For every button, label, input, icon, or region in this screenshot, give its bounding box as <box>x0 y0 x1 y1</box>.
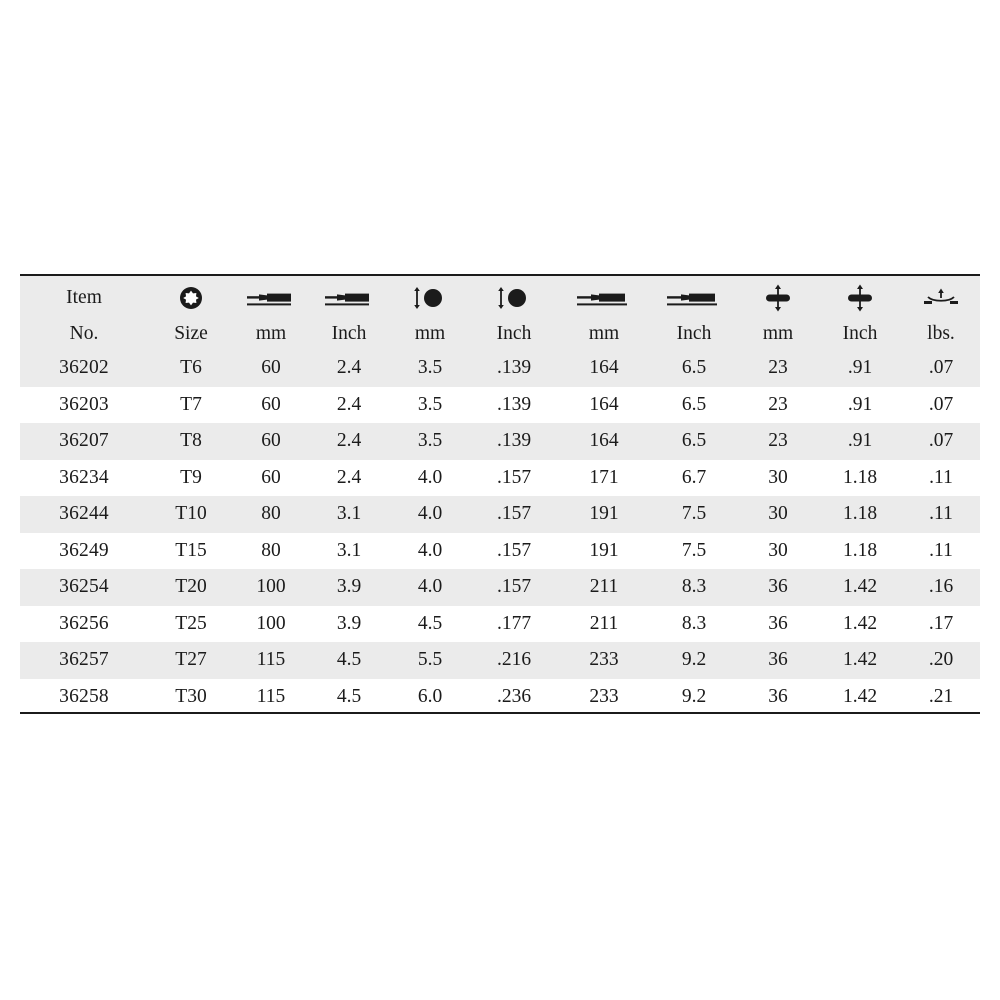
cell-overall-length-inch: 6.5 <box>650 423 738 460</box>
cell-overall-length-inch: 6.7 <box>681 466 707 488</box>
cell-overall-length-mm: 233 <box>589 685 619 707</box>
cell-blade-diameter-mm: 5.5 <box>390 642 470 679</box>
header-icon-cell-blade-diameter-mm <box>390 276 470 318</box>
header-unit-blade-diameter-inch: Inch <box>470 318 558 350</box>
cell-handle-diameter-inch: 1.42 <box>842 612 878 634</box>
header-icon-cell-size <box>148 276 234 318</box>
cell-blade-diameter-mm: 3.5 <box>390 350 470 387</box>
cell-blade-length-inch: 2.4 <box>336 466 362 488</box>
cell-overall-length-inch: 9.2 <box>650 642 738 679</box>
cell-handle-diameter-inch: 1.18 <box>842 539 878 561</box>
table-row <box>20 460 980 497</box>
cell-overall-length-mm: 211 <box>589 612 619 634</box>
header-item-label: Item <box>20 276 148 318</box>
cell-blade-length-mm: 60 <box>234 350 308 387</box>
cell-size: T9 <box>180 466 202 488</box>
cell-item-no: 36203 <box>59 393 109 415</box>
cell-item-no: 36234 <box>59 466 109 488</box>
cell-blade-diameter-mm: 4.0 <box>390 569 470 606</box>
cell-blade-length-inch: 3.1 <box>336 539 362 561</box>
header-unit-blade-diameter-mm: mm <box>390 318 470 350</box>
cell-handle-diameter-inch: 1.42 <box>818 569 902 606</box>
cell-handle-diameter-inch: 1.42 <box>818 642 902 679</box>
header-icon-row <box>20 276 980 318</box>
cell-overall-length-mm: 211 <box>558 569 650 606</box>
cell-blade-length-inch: 3.9 <box>308 569 390 606</box>
cell-weight-lbs: .21 <box>928 685 954 707</box>
cell-size: T7 <box>180 393 202 415</box>
cell-blade-length-mm: 115 <box>256 685 286 707</box>
cell-handle-diameter-mm: 36 <box>768 685 788 707</box>
cell-weight-lbs: .07 <box>902 423 980 460</box>
cell-size: T25 <box>175 612 207 634</box>
table-row <box>20 423 980 460</box>
header-unit-size: Size <box>148 318 234 350</box>
header-unit-blade-length-mm: mm <box>234 318 308 350</box>
header-unit-overall-length-inch: Inch <box>650 318 738 350</box>
table-row <box>20 642 980 679</box>
table-row <box>20 679 980 716</box>
blade-length-icon <box>308 279 390 317</box>
header-icon-cell-blade-diameter-inch <box>470 276 558 318</box>
cell-handle-diameter-mm: 36 <box>768 612 788 634</box>
cell-blade-diameter-inch: .177 <box>496 612 532 634</box>
cell-overall-length-mm: 164 <box>558 423 650 460</box>
cell-weight-lbs: .07 <box>902 350 980 387</box>
table-row <box>20 350 980 387</box>
cell-size: T27 <box>148 642 234 679</box>
cell-blade-diameter-inch: .139 <box>470 423 558 460</box>
weight-scale-icon <box>902 279 980 317</box>
header-unit-blade-length-inch: Inch <box>308 318 390 350</box>
header-unit-handle-diameter-inch: Inch <box>818 318 902 350</box>
cell-blade-diameter-inch: .216 <box>470 642 558 679</box>
cell-overall-length-inch: 6.5 <box>681 393 707 415</box>
header-unit-weight: lbs. <box>902 318 980 350</box>
cell-blade-length-inch: 4.5 <box>308 642 390 679</box>
cell-overall-length-inch: 8.3 <box>681 612 707 634</box>
header-icon-cell-weight <box>902 276 980 318</box>
header-icon-cell-overall-length-inch <box>650 276 738 318</box>
cell-blade-length-mm: 60 <box>234 423 308 460</box>
cell-item-no: 36254 <box>20 569 148 606</box>
cell-blade-diameter-mm: 6.0 <box>417 685 443 707</box>
cell-handle-diameter-mm: 30 <box>738 496 818 533</box>
cell-handle-diameter-mm: 23 <box>738 350 818 387</box>
cell-blade-length-mm: 80 <box>261 539 281 561</box>
header-unit-handle-diameter-mm: mm <box>738 318 818 350</box>
cell-item-no: 36244 <box>20 496 148 533</box>
header-icon-cell-overall-length-mm <box>558 276 650 318</box>
blade-length-icon <box>234 279 308 317</box>
cell-handle-diameter-inch: 1.18 <box>818 496 902 533</box>
cell-size: T30 <box>175 685 207 707</box>
cell-blade-length-inch: 2.4 <box>308 423 390 460</box>
cell-blade-length-inch: 3.9 <box>336 612 362 634</box>
cell-item-no: 36249 <box>59 539 109 561</box>
cell-blade-diameter-inch: .139 <box>496 393 532 415</box>
cell-overall-length-inch: 6.5 <box>650 350 738 387</box>
cell-blade-length-mm: 60 <box>261 393 281 415</box>
cell-overall-length-inch: 8.3 <box>650 569 738 606</box>
overall-length-icon <box>558 279 650 317</box>
cell-item-no: 36258 <box>59 685 109 707</box>
cell-handle-diameter-inch: 1.18 <box>842 466 878 488</box>
blade-diameter-icon <box>390 279 470 317</box>
torx-star-icon <box>148 279 234 317</box>
cell-overall-length-inch: 9.2 <box>681 685 707 707</box>
cell-size: T6 <box>148 350 234 387</box>
cell-blade-diameter-mm: 3.5 <box>417 393 443 415</box>
cell-overall-length-mm: 164 <box>558 350 650 387</box>
cell-handle-diameter-mm: 30 <box>768 466 788 488</box>
cell-handle-diameter-mm: 23 <box>768 393 788 415</box>
cell-handle-diameter-mm: 30 <box>768 539 788 561</box>
table-row <box>20 569 980 606</box>
cell-overall-length-mm: 191 <box>589 539 619 561</box>
cell-item-no: 36207 <box>20 423 148 460</box>
cell-handle-diameter-inch: .91 <box>847 393 873 415</box>
cell-handle-diameter-inch: 1.42 <box>842 685 878 707</box>
header-item-no-label: No. <box>20 318 148 350</box>
cell-blade-diameter-mm: 4.0 <box>417 466 443 488</box>
cell-blade-diameter-mm: 3.5 <box>390 423 470 460</box>
cell-size: T20 <box>148 569 234 606</box>
table-row <box>20 606 980 643</box>
cell-weight-lbs: .07 <box>928 393 954 415</box>
cell-blade-diameter-mm: 4.0 <box>417 539 443 561</box>
specification-table <box>20 276 980 715</box>
cell-item-no: 36202 <box>20 350 148 387</box>
cell-size: T8 <box>148 423 234 460</box>
cell-size: T15 <box>175 539 207 561</box>
cell-blade-length-mm: 80 <box>234 496 308 533</box>
header-icon-cell-blade-length-mm <box>234 276 308 318</box>
cell-blade-length-mm: 60 <box>261 466 281 488</box>
table-bottom-rule <box>20 712 980 714</box>
cell-weight-lbs: .20 <box>902 642 980 679</box>
cell-overall-length-inch: 7.5 <box>650 496 738 533</box>
cell-item-no: 36256 <box>59 612 109 634</box>
cell-blade-length-inch: 4.5 <box>336 685 362 707</box>
header-icon-cell-handle-diameter-inch <box>818 276 902 318</box>
cell-handle-diameter-mm: 36 <box>738 642 818 679</box>
table-row <box>20 533 980 570</box>
cell-weight-lbs: .16 <box>902 569 980 606</box>
cell-blade-length-inch: 3.1 <box>308 496 390 533</box>
cell-overall-length-mm: 171 <box>589 466 619 488</box>
overall-length-icon <box>650 279 738 317</box>
table-row <box>20 387 980 424</box>
cell-overall-length-mm: 233 <box>558 642 650 679</box>
cell-weight-lbs: .11 <box>902 496 980 533</box>
cell-overall-length-inch: 7.5 <box>681 539 707 561</box>
cell-weight-lbs: .11 <box>929 466 953 488</box>
header-icon-cell-blade-length-inch <box>308 276 390 318</box>
blade-diameter-icon <box>470 279 558 317</box>
specification-table-container <box>20 276 980 715</box>
cell-blade-length-inch: 2.4 <box>336 393 362 415</box>
table-row <box>20 496 980 533</box>
header-unit-overall-length-mm: mm <box>558 318 650 350</box>
cell-blade-diameter-mm: 4.5 <box>417 612 443 634</box>
cell-weight-lbs: .17 <box>928 612 954 634</box>
cell-handle-diameter-inch: .91 <box>818 423 902 460</box>
cell-handle-diameter-inch: .91 <box>818 350 902 387</box>
header-icon-cell-handle-diameter-mm <box>738 276 818 318</box>
cell-overall-length-mm: 164 <box>589 393 619 415</box>
cell-blade-diameter-inch: .236 <box>496 685 532 707</box>
handle-diameter-icon <box>818 279 902 317</box>
cell-handle-diameter-mm: 36 <box>738 569 818 606</box>
cell-weight-lbs: .11 <box>929 539 953 561</box>
cell-blade-diameter-inch: .157 <box>496 539 532 561</box>
cell-blade-length-mm: 100 <box>234 569 308 606</box>
cell-size: T10 <box>148 496 234 533</box>
cell-blade-length-inch: 2.4 <box>308 350 390 387</box>
cell-blade-diameter-inch: .157 <box>470 496 558 533</box>
cell-blade-length-mm: 115 <box>234 642 308 679</box>
cell-blade-diameter-mm: 4.0 <box>390 496 470 533</box>
cell-blade-diameter-inch: .157 <box>496 466 532 488</box>
handle-diameter-icon <box>738 279 818 317</box>
cell-item-no: 36257 <box>20 642 148 679</box>
header-unit-row <box>20 318 980 350</box>
cell-blade-length-mm: 100 <box>256 612 286 634</box>
cell-blade-diameter-inch: .157 <box>470 569 558 606</box>
cell-overall-length-mm: 191 <box>558 496 650 533</box>
cell-blade-diameter-inch: .139 <box>470 350 558 387</box>
cell-handle-diameter-mm: 23 <box>738 423 818 460</box>
